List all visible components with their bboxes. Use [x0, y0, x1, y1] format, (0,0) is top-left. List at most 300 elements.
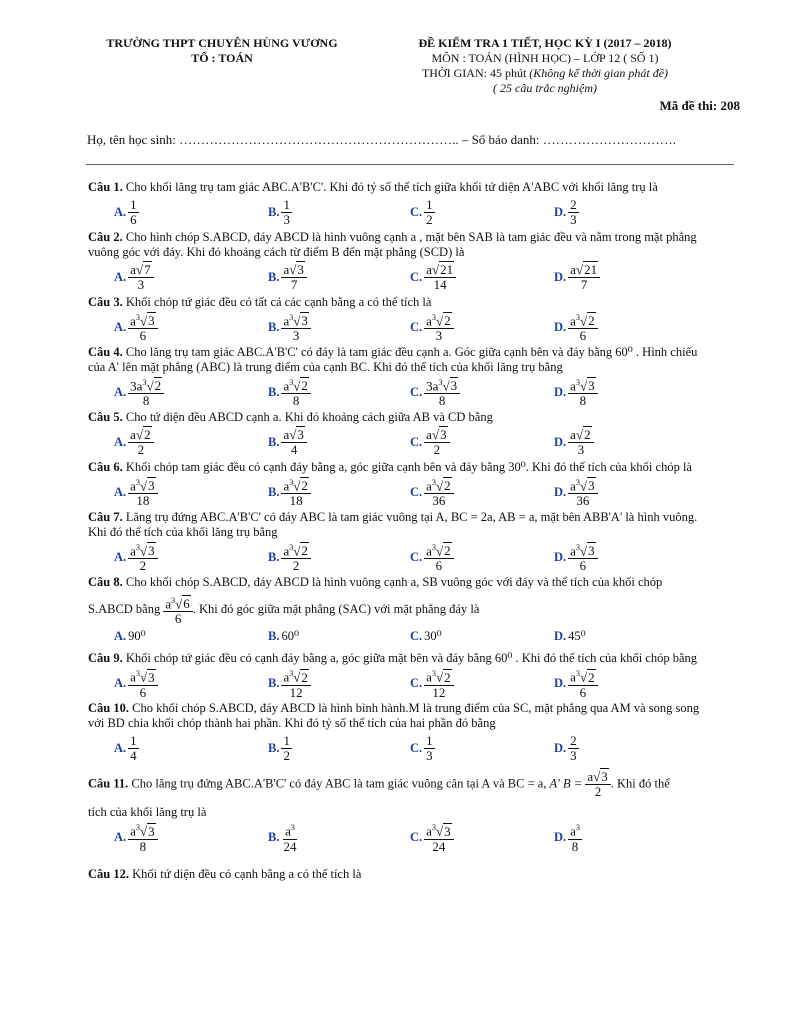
sqrt-sign: √: [579, 378, 588, 394]
option-label: D.: [554, 549, 567, 564]
answer-option-b[interactable]: [268, 196, 292, 228]
answer-options: [88, 376, 708, 408]
question-item: [88, 460, 708, 475]
radicand: 7: [144, 261, 151, 277]
question-number: Câu 3.: [88, 295, 123, 309]
fraction: [568, 311, 597, 343]
numerator: $a^3√2$: [281, 376, 310, 394]
numerator: a√3: [424, 428, 449, 443]
option-label: B.: [268, 675, 280, 690]
question-number: Câu 6.: [88, 460, 123, 474]
option-label: C.: [410, 829, 423, 844]
option-label: D.: [554, 628, 567, 643]
answer-option-b[interactable]: [268, 627, 299, 645]
answer-options: [88, 261, 708, 293]
fraction: [568, 263, 600, 292]
spacer: [88, 855, 708, 867]
answer-option-c[interactable]: [410, 311, 454, 343]
exponent: 3: [431, 669, 436, 679]
numerator: $a^3$: [570, 823, 580, 839]
sqrt-sign: √: [293, 478, 301, 494]
exponent: 3: [575, 477, 580, 487]
option-label: D.: [554, 829, 567, 844]
option-value: 45⁰: [568, 629, 586, 644]
radicand: 3: [148, 823, 155, 839]
option-label: C.: [410, 319, 423, 334]
exponent: 3: [142, 377, 147, 387]
sqrt-sign: √: [435, 543, 444, 559]
denominator: 3: [283, 211, 290, 227]
sqrt-sign: √: [442, 378, 450, 394]
fraction: [424, 476, 453, 508]
question-number: Câu 10.: [88, 701, 129, 716]
numerator: a√2: [568, 428, 593, 443]
denominator: 8: [571, 838, 579, 854]
sqrt-sign: √: [431, 261, 440, 277]
fraction: [281, 428, 306, 457]
denominator: 4: [130, 747, 137, 763]
denominator: 24: [283, 838, 297, 854]
numerator: $3a^3√2$: [128, 376, 164, 394]
denominator: 7: [580, 276, 588, 292]
numerator: $a^3√3$: [568, 376, 597, 394]
sqrt-sign: √: [135, 261, 144, 277]
answer-option-a[interactable]: [114, 196, 139, 228]
radicand: 21: [440, 261, 454, 277]
inline-formula: [163, 594, 192, 626]
radicand: 3: [450, 378, 458, 394]
fraction: [128, 734, 139, 763]
fraction: [568, 376, 597, 408]
answer-option-d[interactable]: [554, 196, 579, 228]
numerator: $a^3√3$: [568, 476, 597, 494]
answer-option-c[interactable]: [410, 667, 454, 699]
sqrt-sign: √: [293, 669, 301, 685]
fraction: [128, 667, 157, 699]
answer-option-a[interactable]: [114, 311, 158, 343]
radicand: 2: [588, 313, 595, 329]
exponent: 3: [135, 477, 140, 487]
answer-option-d[interactable]: [554, 732, 579, 764]
answer-options: [88, 821, 708, 853]
option-label: B.: [268, 319, 280, 334]
answer-option-a[interactable]: [114, 541, 158, 573]
option-label: A.: [114, 269, 127, 284]
answer-options: [88, 476, 708, 508]
option-label: A.: [114, 319, 127, 334]
radicand: 2: [154, 378, 162, 394]
answer-option-b[interactable]: [268, 376, 311, 408]
answer-option-c[interactable]: [410, 541, 454, 573]
numerator: $a^3$: [285, 823, 295, 839]
denominator: 2: [433, 441, 441, 457]
option-label: B.: [268, 628, 280, 643]
answer-option-a[interactable]: [114, 627, 146, 645]
fraction: [424, 428, 449, 457]
question-text: Cho khối chóp S.ABCD, đáy ABCD là hình vuông cạnh a, SB vuông góc với đáy và thể tích của khối chóp: [122, 575, 663, 589]
denominator: 36: [576, 493, 590, 509]
numerator: 1: [283, 732, 290, 748]
answer-option-b[interactable]: [268, 426, 307, 458]
fraction: [281, 476, 310, 508]
question-text: Cho lăng trụ đứng ABC.A'B'C' có đáy ABC là tam giác vuông cân tại A và BC = a,: [128, 776, 550, 791]
option-label: C.: [410, 204, 423, 219]
answer-option-c[interactable]: [410, 426, 450, 458]
radicand: 6: [183, 596, 190, 612]
denominator: 8: [142, 393, 150, 409]
sqrt-sign: √: [293, 378, 301, 394]
answer-option-d[interactable]: [554, 667, 598, 699]
answer-option-c[interactable]: [410, 261, 456, 293]
denominator: 6: [130, 211, 137, 227]
radicand: 3: [148, 313, 155, 329]
numerator: 1: [426, 196, 433, 212]
option-value: 90⁰: [128, 629, 146, 644]
sqrt-sign: √: [431, 426, 440, 442]
answer-options: [88, 627, 708, 645]
question-text-cont: . Khi đó thể: [610, 776, 670, 791]
answer-option-a[interactable]: [114, 261, 154, 293]
option-label: A.: [114, 628, 127, 643]
denominator: 8: [579, 393, 587, 409]
option-label: B.: [268, 434, 280, 449]
option-label: C.: [410, 628, 423, 643]
question-text-line: [88, 594, 708, 626]
radicand: 3: [301, 313, 308, 329]
question-text: Cho khối lăng trụ tam giác ABC.A'B'C'. Khi đó tỷ số thể tích giữa khối tứ diện A'ABC với khối lăng trụ là: [122, 180, 658, 194]
question-item: [88, 575, 708, 590]
option-label: B.: [268, 740, 280, 755]
denominator: 2: [594, 784, 602, 800]
fraction: [568, 734, 579, 763]
option-label: C.: [410, 384, 423, 399]
radicand: 3: [148, 543, 155, 559]
numerator: $a^3√2$: [281, 476, 310, 494]
numerator: a√3: [585, 770, 610, 785]
fraction: [281, 541, 310, 573]
fraction: [128, 263, 153, 292]
exponent: 3: [431, 823, 436, 833]
denominator: 18: [136, 493, 150, 509]
exponent: 3: [135, 669, 140, 679]
option-label: A.: [114, 829, 127, 844]
sqrt-sign: √: [146, 378, 154, 394]
question-item: [88, 867, 708, 882]
answer-option-c[interactable]: [410, 821, 454, 853]
exponent: 3: [438, 377, 443, 387]
fraction: [128, 311, 157, 343]
numerator: $a^3√2$: [424, 667, 453, 685]
option-label: C.: [410, 549, 423, 564]
denominator: 12: [432, 684, 446, 700]
numerator: $a^3√2$: [424, 541, 453, 559]
answer-option-d[interactable]: [554, 426, 594, 458]
answer-option-c[interactable]: [410, 476, 454, 508]
numerator: a√3: [281, 263, 306, 278]
exam-code: Mã đề thi: 208: [659, 98, 740, 113]
exponent: 3: [289, 312, 294, 322]
answer-option-b[interactable]: [268, 821, 298, 853]
sqrt-sign: √: [293, 543, 301, 559]
question-text-cont: . Khi đó góc giữa mặt phẳng (SAC) với mặt phẳng đáy là: [192, 602, 480, 617]
sqrt-sign: √: [579, 543, 588, 559]
answer-options: [88, 196, 708, 228]
radicand: 3: [588, 478, 595, 494]
denominator: 2: [426, 211, 433, 227]
denominator: 7: [290, 276, 298, 292]
fraction: [568, 541, 597, 573]
exponent: 3: [575, 669, 580, 679]
sqrt-sign: √: [579, 669, 588, 685]
answer-option-d[interactable]: [554, 261, 600, 293]
department: TỔ : TOÁN: [191, 51, 253, 65]
option-value: 60⁰: [281, 629, 299, 644]
question-count: ( 25 câu trắc nghiệm): [493, 81, 597, 95]
option-label: D.: [554, 675, 567, 690]
numerator: $a^3√2$: [568, 667, 597, 685]
fraction: [568, 428, 593, 457]
answer-option-d[interactable]: [554, 376, 598, 408]
fraction: [281, 734, 292, 763]
radicand: 3: [601, 769, 608, 785]
option-label: A.: [114, 434, 127, 449]
answer-option-d[interactable]: [554, 821, 582, 853]
question-number: Câu 8.: [88, 575, 123, 589]
denominator: 2: [137, 441, 145, 457]
answer-options: [88, 541, 708, 573]
denominator: 3: [292, 328, 300, 344]
exponent: 3: [575, 312, 580, 322]
numerator: a√3: [281, 428, 306, 443]
sqrt-sign: √: [593, 769, 601, 785]
question-text: Cho tứ diện đều ABCD cạnh a. Khi đó khoảng cách giữa AB và CD bằng: [122, 410, 493, 424]
answer-option-b[interactable]: [268, 311, 311, 343]
numerator: 2: [570, 732, 577, 748]
option-label: B.: [268, 269, 280, 284]
question-text-cont: S.ABCD bằng: [88, 602, 164, 617]
option-value: 30⁰: [424, 629, 442, 644]
fraction: [128, 376, 164, 408]
exponent: 3: [135, 542, 140, 552]
radicand: 2: [301, 669, 308, 685]
denominator: 3: [435, 328, 443, 344]
answer-option-a[interactable]: [114, 732, 139, 764]
sqrt-sign: √: [139, 823, 148, 839]
radicand: 3: [444, 823, 451, 839]
option-label: B.: [268, 484, 280, 499]
answer-option-b[interactable]: [268, 541, 311, 573]
question-text: Cho khối chóp S.ABCD, đáy ABCD là hình bình hành.M là trung điểm của SC, mặt phẳng qua AM và song song với BD chia khối chóp thành hai phần. Khi đó tỷ số thể tích của hai phần đó bằng: [88, 701, 700, 731]
radicand: 3: [588, 543, 595, 559]
sqrt-sign: √: [575, 426, 584, 442]
fraction: [568, 667, 597, 699]
option-label: D.: [554, 384, 567, 399]
denominator: 18: [289, 493, 303, 509]
denominator: 6: [579, 328, 587, 344]
fraction: [424, 734, 435, 763]
denominator: 12: [289, 684, 303, 700]
fraction: [568, 476, 597, 508]
denominator: 2: [139, 558, 147, 574]
numerator: a√7: [128, 263, 153, 278]
denominator: 3: [137, 276, 145, 292]
fraction: [281, 311, 310, 343]
answer-options: [88, 311, 708, 343]
exponent: 3: [431, 542, 436, 552]
denominator: 14: [433, 276, 447, 292]
fraction: [424, 376, 460, 408]
numerator: $a^3√3$: [281, 311, 310, 329]
fraction: [128, 476, 157, 508]
answer-option-b[interactable]: [268, 261, 307, 293]
answer-option-a[interactable]: [114, 376, 164, 408]
question-number: Câu 9.: [88, 651, 123, 666]
sqrt-sign: √: [139, 543, 148, 559]
numerator: 2: [570, 196, 577, 212]
option-label: C.: [410, 740, 423, 755]
radicand: 3: [440, 426, 447, 442]
exponent: 3: [431, 477, 436, 487]
radicand: 21: [584, 261, 598, 277]
answer-option-b[interactable]: [268, 476, 311, 508]
numerator: $a^3√2$: [424, 311, 453, 329]
answer-option-d[interactable]: [554, 311, 598, 343]
sqrt-sign: √: [435, 313, 444, 329]
exponent: 3: [289, 542, 294, 552]
numerator: 1: [426, 732, 433, 748]
denominator: 6: [435, 558, 443, 574]
option-label: A.: [114, 204, 127, 219]
answer-option-c[interactable]: [410, 627, 442, 645]
sqrt-sign: √: [289, 261, 297, 277]
fraction: [424, 263, 456, 292]
sqrt-sign: √: [579, 313, 588, 329]
sqrt-sign: √: [175, 596, 183, 612]
radicand: 2: [444, 313, 451, 329]
question-number: Câu 2.: [88, 230, 123, 244]
option-label: B.: [268, 204, 280, 219]
question-item: [88, 295, 708, 310]
radicand: 2: [301, 378, 308, 394]
fraction: [128, 541, 157, 573]
question-item: [88, 230, 708, 260]
radicand: 2: [301, 478, 308, 494]
answer-option-d[interactable]: [554, 476, 598, 508]
radicand: 2: [588, 669, 595, 685]
question-text: Khối chóp tứ giác đều có tất cả các cạnh bằng a có thể tích là: [122, 295, 432, 309]
option-label: C.: [410, 269, 423, 284]
answer-option-a[interactable]: [114, 667, 158, 699]
answer-option-b[interactable]: [268, 667, 311, 699]
numerator: $a^3√2$: [281, 541, 310, 559]
fraction: [281, 821, 298, 853]
fraction: [128, 428, 153, 457]
radicand: 2: [301, 543, 308, 559]
exponent: 3: [289, 477, 294, 487]
question-text: Cho hình chóp S.ABCD, đáy ABCD là hình vuông cạnh a , mặt bên SAB là tam giác đều và nằm trong mặt phẳng vuông góc với đáy. Khi đó khoảng cách từ điểm B đến mặt phẳng (SCD) là: [88, 230, 697, 259]
question-text: Cho lăng trụ tam giác ABC.A'B'C' có đáy là tam giác đều cạnh a. Góc giữa cạnh bên và đáy bằng 60⁰ . Hình chiếu của A' lên mặt phẳng (ABC) là trung điểm của cạnh BC. Khi đó thể tích của khối lăng trụ bằng: [88, 345, 698, 374]
question-text: Khối chóp tam giác đều có cạnh đáy bằng a, góc giữa cạnh bên và đáy bằng 30⁰. Khi đó thể tích của khối chóp là: [122, 460, 692, 474]
option-label: B.: [268, 829, 280, 844]
numerator: $a^3√6$: [163, 594, 192, 612]
numerator: $3a^3√3$: [424, 376, 460, 394]
numerator: $a^3√2$: [568, 311, 597, 329]
option-label: A.: [114, 675, 127, 690]
fraction: [281, 376, 310, 408]
option-label: A.: [114, 384, 127, 399]
answer-options: [88, 732, 708, 764]
option-label: D.: [554, 269, 567, 284]
answer-option-c[interactable]: [410, 376, 460, 408]
denominator: 3: [570, 211, 577, 227]
fraction: [281, 667, 310, 699]
fraction: [163, 594, 192, 626]
question-item: [88, 701, 708, 731]
answer-option-b[interactable]: [268, 732, 292, 764]
numerator: $a^3√3$: [128, 667, 157, 685]
option-label: D.: [554, 434, 567, 449]
student-info-line: Họ, tên học sinh: ……………………………………………………….. – Số báo danh: ………………………….: [87, 132, 676, 147]
numerator: a√21: [568, 263, 600, 278]
question-list: [88, 180, 708, 882]
answer-option-a[interactable]: [114, 821, 158, 853]
question-number: Câu 12.: [88, 867, 129, 882]
option-label: C.: [410, 434, 423, 449]
radicand: 2: [444, 543, 451, 559]
denominator: 3: [426, 747, 433, 763]
fraction: [281, 198, 292, 227]
denominator: 3: [577, 441, 585, 457]
denominator: 6: [579, 558, 587, 574]
fraction: [424, 311, 453, 343]
numerator: $a^3√2$: [281, 667, 310, 685]
sqrt-sign: √: [435, 669, 444, 685]
time-note: (Không kể thời gian phát đề): [529, 66, 669, 80]
denominator: 8: [438, 393, 446, 409]
answer-options: [88, 667, 708, 699]
fraction: [128, 821, 157, 853]
sqrt-sign: √: [579, 478, 588, 494]
answer-option-a[interactable]: [114, 426, 154, 458]
answer-option-d[interactable]: [554, 627, 586, 645]
exponent: 3: [289, 377, 294, 387]
exponent: 3: [135, 823, 140, 833]
answer-option-a[interactable]: [114, 476, 158, 508]
option-label: D.: [554, 484, 567, 499]
fraction: [585, 770, 610, 799]
question-number: Câu 5.: [88, 410, 123, 424]
question-item: [88, 345, 708, 375]
numerator: $a^3√3$: [128, 821, 157, 839]
option-label: A.: [114, 740, 127, 755]
answer-option-c[interactable]: [410, 732, 435, 764]
question-item: [88, 410, 708, 425]
numerator: $a^3√3$: [568, 541, 597, 559]
fraction: [424, 821, 453, 853]
fraction: [281, 263, 306, 292]
fraction: [128, 198, 139, 227]
exponent: 3: [171, 596, 176, 605]
question-text: Lăng trụ đứng ABC.A'B'C' có đáy ABC là tam giác vuông tại A, BC = 2a, AB = a, mặt bên ABB'A' là hình vuông. Khi đó thể tích của khối lăng trụ bằng: [88, 510, 698, 539]
denominator: 2: [283, 747, 290, 763]
question-number: Câu 11.: [88, 776, 129, 791]
answer-option-d[interactable]: [554, 541, 598, 573]
question-number: Câu 1.: [88, 180, 123, 194]
exponent: 3: [431, 312, 436, 322]
answer-option-c[interactable]: [410, 196, 435, 228]
question-number: Câu 7.: [88, 510, 123, 524]
question-text: Khối chóp tứ giác đều có cạnh đáy bằng a, góc giữa mặt bên và đáy bằng 60⁰ . Khi đó thể tích của khối chóp bằng: [122, 651, 698, 666]
